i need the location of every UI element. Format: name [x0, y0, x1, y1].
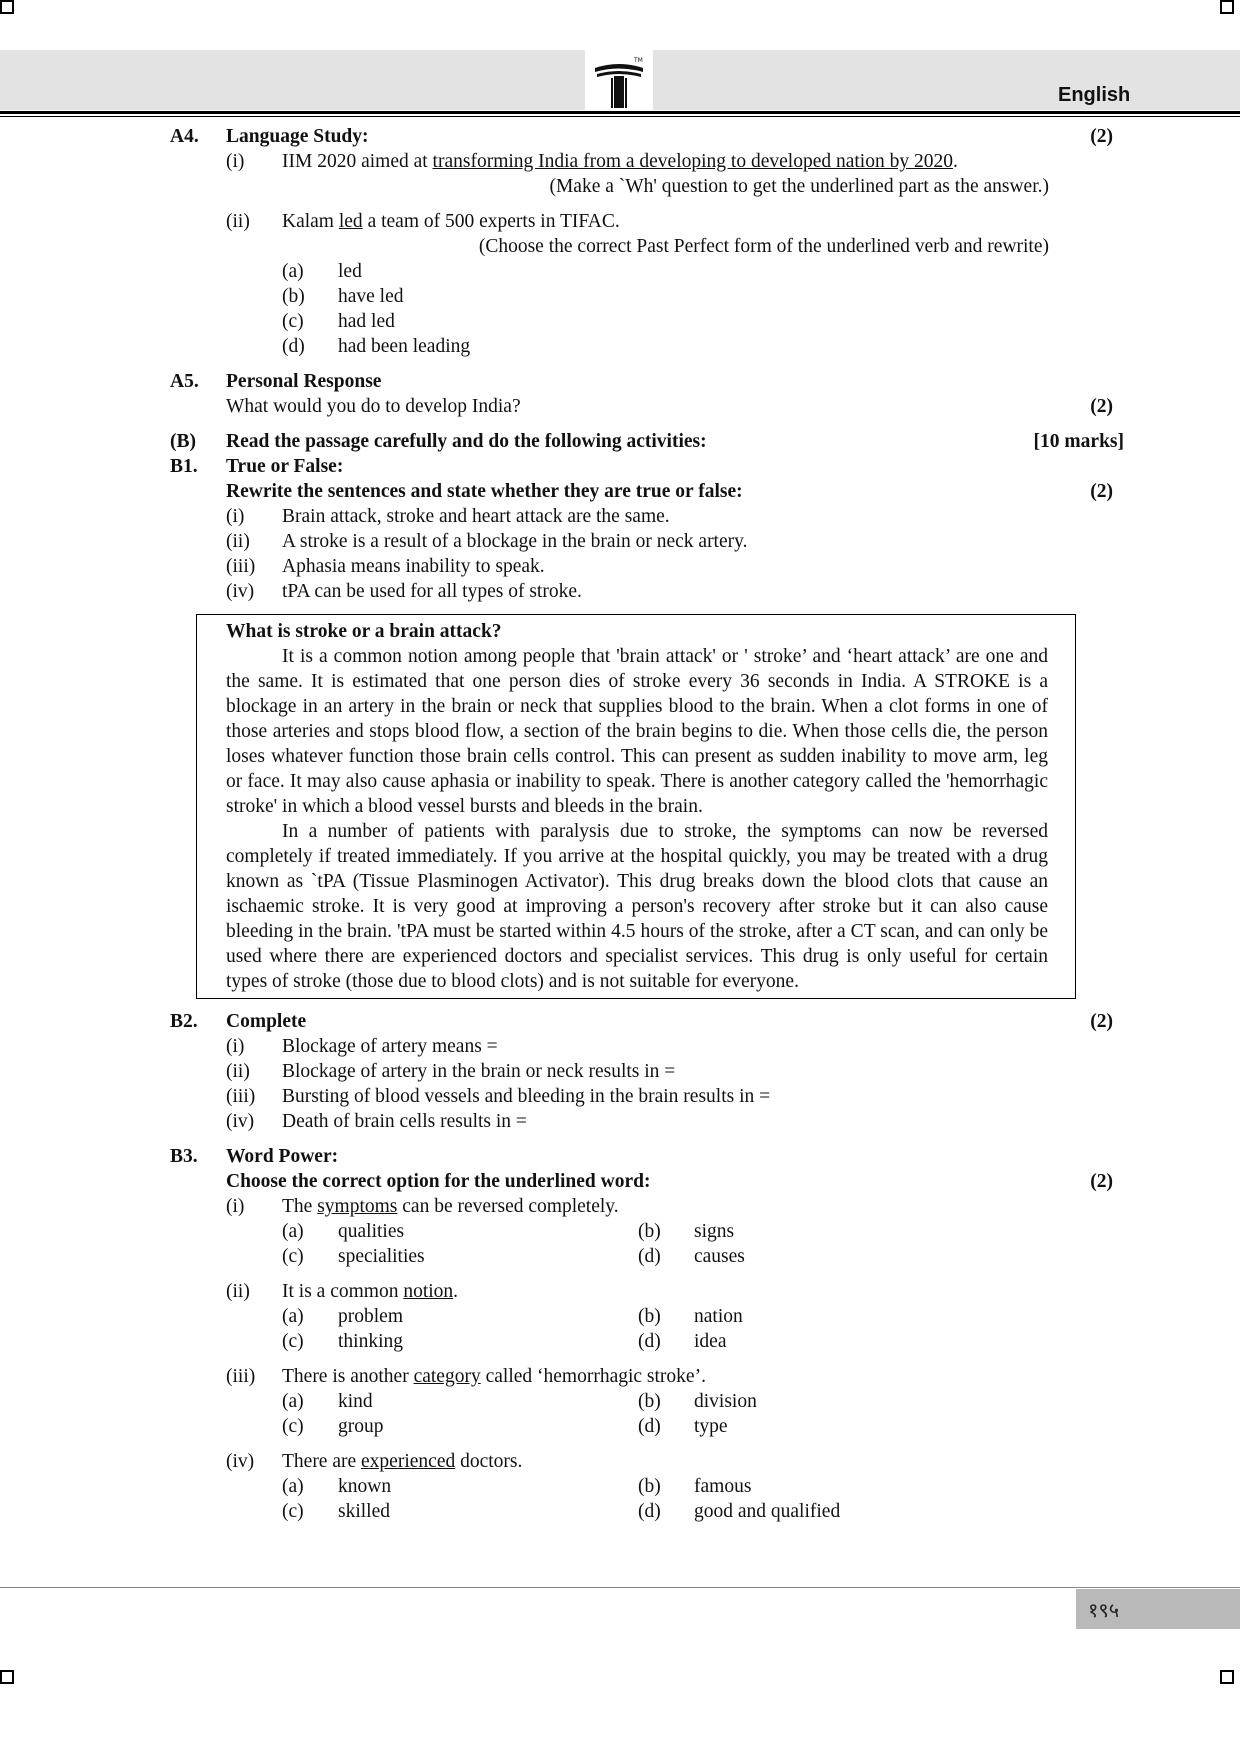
section-number: B2.: [170, 1011, 198, 1032]
item-number: (iv): [226, 1451, 255, 1472]
option-text: kind: [338, 1391, 373, 1412]
svg-text:TM: TM: [634, 57, 643, 64]
option-label: (d): [638, 1501, 661, 1522]
option-text: division: [694, 1391, 757, 1412]
header-rule: [0, 111, 1240, 114]
option-text: had been leading: [338, 336, 471, 357]
underlined-phrase: transforming India from a developing to developed nation by 2020: [432, 151, 953, 172]
item-text: tPA can be used for all types of stroke.: [282, 581, 582, 602]
section-marks: (2): [1090, 1171, 1113, 1192]
crop-mark-bottom-left: [0, 1670, 14, 1684]
item-number: (ii): [226, 211, 250, 232]
option-label: (c): [282, 1331, 304, 1352]
text-after: a team of 500 experts in TIFAC.: [362, 211, 620, 232]
a5-heading: [0, 369, 1240, 394]
reading-passage: [196, 614, 1076, 999]
passage-paragraph: It is a common notion among people that 'brain attack' or ' stroke’ and ‘heart attack’ are one and the same. It is estimated that one person dies of stroke every 36 seconds in India. A STROKE is a blockage in an artery in the brain or neck that supplies blood to the brain. When a clot forms in one of those arteries and stops blood flow, a section of the brain begins to die. When those cells die, the person loses whatever function those brain cells control. This can present as sudden inability to move arm, leg or face. It may also cause aphasia or inability to speak. There is another category called the 'hemorrhagic stroke' in which a blood vessel bursts and bleeds in the brain.: [226, 646, 1048, 817]
item-number: (iii): [226, 556, 256, 577]
section-title: True or False:: [226, 456, 344, 477]
item-text: Death of brain cells results in =: [282, 1111, 527, 1132]
page-number: १९५: [1088, 1598, 1120, 1622]
word-power-question: [0, 1449, 1240, 1474]
option-label: (c): [282, 1416, 304, 1437]
section-title: Personal Response: [226, 371, 382, 392]
item-text: [282, 1364, 706, 1389]
a4-question-2: [0, 209, 1240, 234]
item-text: Bursting of blood vessels and bleeding in the brain results in =: [282, 1086, 771, 1107]
instruction-text: (Make a `Wh' question to get the underlined part as the answer.): [549, 176, 1049, 197]
item-number: (i): [226, 1036, 245, 1057]
section-marks: [10 marks]: [1033, 431, 1124, 452]
item-number: (ii): [226, 1061, 250, 1082]
item-text: [282, 149, 958, 174]
item-text: [282, 1449, 522, 1474]
option-text: signs: [694, 1221, 735, 1242]
option-row: [0, 1329, 1240, 1354]
option-row: [0, 1499, 1240, 1524]
option-text: good and qualified: [694, 1501, 841, 1522]
option-text: had led: [338, 311, 395, 332]
a4-question-1: [0, 149, 1240, 174]
b-heading: [0, 429, 1240, 454]
option-label: (c): [282, 1246, 304, 1267]
option-label: (d): [638, 1246, 661, 1267]
item-number: (iii): [226, 1086, 256, 1107]
option-label: (a): [282, 1391, 304, 1412]
text-before: There is another: [282, 1366, 414, 1387]
option-text: causes: [694, 1246, 745, 1267]
list-item: [0, 579, 1240, 604]
footer-rule: [0, 1587, 1240, 1588]
item-text: A stroke is a result of a blockage in the brain or neck artery.: [282, 531, 748, 552]
option-row: [0, 284, 1240, 309]
b1-heading: [0, 454, 1240, 479]
passage-title: What is stroke or a brain attack?: [226, 621, 502, 642]
option-row: [0, 1219, 1240, 1244]
instruction-text: Rewrite the sentences and state whether they are true or false:: [226, 481, 743, 502]
item-number: (i): [226, 151, 245, 172]
text-before: IIM 2020 aimed at: [282, 151, 433, 172]
option-text: qualities: [338, 1221, 405, 1242]
crop-mark-top-left: [0, 0, 14, 14]
list-item: [0, 1034, 1240, 1059]
option-label: (b): [638, 1306, 661, 1327]
text-before: It is a common: [282, 1281, 404, 1302]
option-row: [0, 1304, 1240, 1329]
b1-instruction: [0, 479, 1240, 504]
option-text: problem: [338, 1306, 403, 1327]
passage-paragraph: In a number of patients with paralysis due to stroke, the symptoms can now be reversed completely if treated immediately. If you arrive at the hospital quickly, you may be treated with a drug known as `tPA (Tissue Plasminogen Activator). This drug breaks down the blood clots that cause an ischaemic stroke. It is very good at improving a person's recovery after stroke but it can also cause bleeding in the brain. 'tPA must be started within 4.5 hours of the stroke, after a CT scan, and can only be used where there are experienced doctors and specialist services. This drug is only useful for certain types of stroke (those due to blood clots) and is not suitable for everyone.: [226, 821, 1048, 992]
item-text: Blockage of artery in the brain or neck results in =: [282, 1061, 676, 1082]
option-row: [0, 1414, 1240, 1439]
a4-question-1-instruction: [0, 174, 1240, 199]
item-text: [282, 1279, 458, 1304]
item-number: (ii): [226, 1281, 250, 1302]
option-label: (d): [282, 336, 305, 357]
text-before: Kalam: [282, 211, 339, 232]
option-text: type: [694, 1416, 728, 1437]
question-text: What would you do to develop India?: [226, 396, 521, 417]
section-marks: (2): [1090, 396, 1113, 417]
list-item: [0, 1109, 1240, 1134]
section-title: Word Power:: [226, 1146, 339, 1167]
text-before: The: [282, 1196, 318, 1217]
section-number: (B): [170, 431, 196, 452]
option-text: thinking: [338, 1331, 404, 1352]
text-after: .: [952, 151, 958, 172]
text-before: There are: [282, 1451, 362, 1472]
section-number: A4.: [170, 126, 199, 147]
header-rule-thin: [0, 116, 1240, 117]
option-text: famous: [694, 1476, 752, 1497]
option-label: (d): [638, 1331, 661, 1352]
option-label: (c): [282, 1501, 304, 1522]
option-row: [0, 309, 1240, 334]
list-item: [0, 529, 1240, 554]
section-title: Read the passage carefully and do the following activities:: [226, 431, 707, 452]
underlined-word: led: [338, 211, 363, 232]
option-label: (a): [282, 261, 304, 282]
crop-mark-bottom-right: [1220, 1670, 1234, 1684]
list-item: [0, 1084, 1240, 1109]
publisher-logo-icon: [592, 56, 646, 110]
word-power-question: [0, 1279, 1240, 1304]
item-number: (i): [226, 1196, 245, 1217]
list-item: [0, 504, 1240, 529]
instruction-text: (Choose the correct Past Perfect form of the underlined verb and rewrite): [478, 236, 1049, 257]
item-number: (iv): [226, 581, 255, 602]
b3-instruction: [0, 1169, 1240, 1194]
b2-heading: [0, 1009, 1240, 1034]
item-number: (iii): [226, 1366, 256, 1387]
a4-heading: [0, 124, 1240, 149]
subject-title: English: [1058, 84, 1131, 106]
underlined-word: experienced: [361, 1451, 456, 1472]
a5-question: [0, 394, 1240, 419]
text-after: .: [453, 1281, 459, 1302]
list-item: [0, 1059, 1240, 1084]
underlined-word: category: [413, 1366, 481, 1387]
option-text: nation: [694, 1306, 743, 1327]
underlined-word: symptoms: [317, 1196, 398, 1217]
option-label: (a): [282, 1306, 304, 1327]
option-text: specialities: [338, 1246, 425, 1267]
item-text: [282, 1194, 619, 1219]
item-number: (i): [226, 506, 245, 527]
text-after: can be reversed completely.: [397, 1196, 619, 1217]
option-row: [0, 1474, 1240, 1499]
item-number: (iv): [226, 1111, 255, 1132]
option-text: idea: [694, 1331, 727, 1352]
option-label: (d): [638, 1416, 661, 1437]
list-item: [0, 554, 1240, 579]
option-text: skilled: [338, 1501, 390, 1522]
section-marks: (2): [1090, 126, 1113, 147]
section-number: A5.: [170, 371, 199, 392]
option-label: (b): [638, 1221, 661, 1242]
section-number: B1.: [170, 456, 198, 477]
option-label: (a): [282, 1221, 304, 1242]
option-row: [0, 334, 1240, 359]
item-number: (ii): [226, 531, 250, 552]
crop-mark-top-right: [1220, 0, 1234, 14]
option-row: [0, 1389, 1240, 1414]
section-marks: (2): [1090, 481, 1113, 502]
section-title: Complete: [226, 1011, 307, 1032]
item-text: [282, 209, 620, 234]
section-title: Language Study:: [226, 126, 369, 147]
underlined-word: notion: [403, 1281, 454, 1302]
section-number: B3.: [170, 1146, 198, 1167]
item-text: Aphasia means inability to speak.: [282, 556, 545, 577]
text-after: doctors.: [455, 1451, 523, 1472]
option-label: (a): [282, 1476, 304, 1497]
word-power-question: [0, 1364, 1240, 1389]
b3-heading: [0, 1144, 1240, 1169]
page-content: [0, 124, 1240, 1524]
option-label: (b): [638, 1391, 661, 1412]
option-text: have led: [338, 286, 404, 307]
option-text: known: [338, 1476, 392, 1497]
item-text: Blockage of artery means =: [282, 1036, 498, 1057]
option-label: (b): [282, 286, 305, 307]
option-row: [0, 1244, 1240, 1269]
option-label: (c): [282, 311, 304, 332]
item-text: Brain attack, stroke and heart attack are the same.: [282, 506, 670, 527]
section-marks: (2): [1090, 1011, 1113, 1032]
text-after: called ‘hemorrhagic stroke’.: [480, 1366, 706, 1387]
option-row: [0, 259, 1240, 284]
option-label: (b): [638, 1476, 661, 1497]
instruction-text: Choose the correct option for the underlined word:: [226, 1171, 651, 1192]
word-power-question: [0, 1194, 1240, 1219]
option-text: group: [338, 1416, 384, 1437]
option-text: led: [338, 261, 362, 282]
a4-question-2-instruction: [0, 234, 1240, 259]
